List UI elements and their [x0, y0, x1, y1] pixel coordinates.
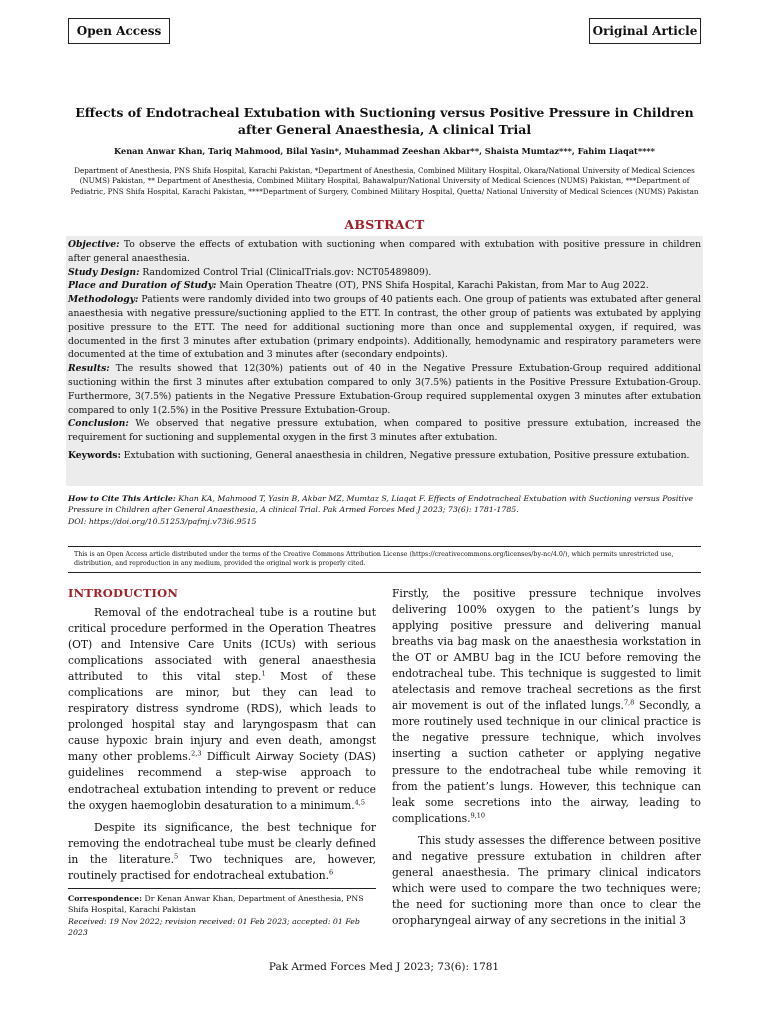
- submission-dates: Received: 19 Nov 2022; revision received: 01 Feb 2023; accepted: 01 Feb 2023: [68, 916, 360, 937]
- ref-marker[interactable]: 7,8: [623, 698, 635, 707]
- design-label: Study Design:: [68, 266, 140, 278]
- intro-paragraph-3: [392, 586, 701, 827]
- intro-p3-text-b: Secondly, a more routinely used technique in our clinical practice is the negative pressure technique, which involves inserting a suction catheter or applying negative pressure to the endotracheal tube while removing it from the patient’s lungs. However, this technique can leak some secretions into the airway, leading to complications.: [392, 699, 702, 825]
- methodology-label: Methodology:: [68, 294, 139, 306]
- intro-paragraph-1: [68, 605, 376, 814]
- license-notice: This is an Open Access article distributed under the terms of the Creative Commons Attribution License (https://creativecommons.org/licenses/by-nc/4.0/), which permits unrestricted use, distribution, and reproduction in any medium, provided the original work is properly cited.: [68, 546, 701, 573]
- abstract-results: [68, 362, 701, 417]
- intro-p2-text-b: Two techniques are, however, routinely practised for endotracheal extubation.: [68, 852, 377, 882]
- article-type-badge: Original Article: [589, 18, 701, 44]
- abstract-design: [68, 266, 701, 280]
- introduction-heading: INTRODUCTION: [68, 586, 179, 600]
- place-text: Main Operation Theatre (OT), PNS Shifa Hospital, Karachi Pakistan, from Mar to Aug 2022.: [219, 280, 649, 292]
- right-column: [392, 586, 701, 935]
- results-text: The results showed that 12(30%) patients out of 40 in the Negative Pressure Extubation-Group required additional suctioning within the first 3 minutes after extubation compared to only 3(7.5%) patients in the Positive Pressure Extubation-Group. Furthermore, 3(7.5%) patients in the Negative Pressure Extubation-Group required supplemental oxygen 3 minutes after extubation compared to only 1(2.5%) in the Positive Pressure Extubation-Group.: [68, 363, 701, 416]
- abstract-heading: ABSTRACT: [344, 217, 425, 232]
- citation-text: Khan KA, Mahmood T, Yasin B, Akbar MZ, Mumtaz S, Liaqat F. Effects of Endotracheal Extubation with Suctioning versus Positive Pressure in Children after General Anaesthesia, A clinical Trial. Pak Armed Forces Med J 2023; 73(6): 1781-1785.: [68, 494, 694, 515]
- ref-marker[interactable]: 9,10: [470, 811, 485, 820]
- intro-p1-text-a: Removal of the endotracheal tube is a routine but critical procedure performed in the Operation Theatres (OT) and Intensive Care Units (ICUs) with serious complications associated with general anaesthesia attributed to this vital step.: [68, 606, 376, 684]
- ref-marker[interactable]: 6: [328, 868, 334, 877]
- author-list: Kenan Anwar Khan, Tariq Mahmood, Bilal Yasin*, Muhammad Zeeshan Akbar**, Shaista Mumtaz***, Fahim Liaqat****: [114, 146, 655, 156]
- doi-link[interactable]: DOI: https://doi.org/10.51253/pafmj.v73i6.9515: [68, 516, 257, 526]
- correspondence-text: Dr Kenan Anwar Khan, Department of Anesthesia, PNS Shifa Hospital, Karachi Pakistan: [68, 894, 364, 915]
- intro-p1-text-b: Most of these complications are minor, but they can lead to respiratory distress syndrome (RDS), which leads to prolonged hospital stay and laryngospasm that can cause hypoxic brain injury and even death, amongst many other problems.: [68, 670, 376, 764]
- abstract-body: [68, 238, 701, 463]
- intro-paragraph-4: This study assesses the difference between positive and negative pressure extubation in children after general anaesthesia. The primary clinical indicators which were used to compare the two techniques were; the need for suctioning more than once to clear the oropharyngeal airway of any secretions in the initial 3: [392, 833, 701, 927]
- abstract-keywords: [68, 449, 701, 463]
- design-text: Randomized Control Trial (ClinicalTrials.gov: NCT05489809).: [142, 266, 432, 278]
- intro-p1-text-c: Difficult Airway Society (DAS) guidelines recommend a step-wise approach to endotracheal extubation intending to prevent or reduce the oxygen haemoglobin desaturation to a minimum.: [68, 750, 376, 812]
- citation-label: How to Cite This Article:: [68, 494, 176, 503]
- left-column: [68, 586, 376, 890]
- keywords-text: Extubation with suctioning, General anaesthesia in children, Negative pressure extubation, Positive pressure extubation.: [123, 449, 690, 461]
- open-access-badge: Open Access: [68, 18, 170, 44]
- ref-marker[interactable]: 5: [174, 852, 179, 861]
- objective-text: To observe the effects of extubation with suctioning when compared with extubation with positive pressure in children after general anaesthesia.: [68, 239, 702, 264]
- ref-marker[interactable]: 4,5: [354, 798, 365, 806]
- intro-p3-text-a: Firstly, the positive pressure technique involves delivering 100% oxygen to the patient’s lungs by applying positive pressure and delivering manual breaths via bag mask on the anaesthesia workstation in the OT or AMBU bag in the ICU before removing the endotracheal tube. This technique is suggested to limit atelectasis and remove tracheal secretions as the first air movement is out of the inflated lungs.: [392, 587, 701, 713]
- journal-footer: Pak Armed Forces Med J 2023; 73(6): 1781: [268, 961, 500, 973]
- methodology-text: Patients were randomly divided into two groups of 40 patients each. One group of patients was extubated after general anaesthesia with negative pressure/suctioning applied to the ETT. In contrast, the other group of patients was extubated by applying positive pressure to the ETT. The need for additional suctioning more than once and supplemental oxygen, if required, was documented in the first 3 minutes after extubation (primary endpoints). Additionally, hemodynamic and respiratory parameters were documented at the time of extubation and 3 minutes after (secondary endpoints).: [68, 294, 702, 361]
- keywords-label: Keywords:: [68, 449, 121, 461]
- abstract-objective: [68, 238, 701, 266]
- intro-paragraph-2: [68, 820, 376, 884]
- ref-marker[interactable]: 2,3: [191, 749, 202, 758]
- conclusion-text: We observed that negative pressure extubation, when compared to positive pressure extubation, increased the requirement for suctioning and supplemental oxygen in the first 3 minutes after extubation.: [68, 418, 701, 444]
- ref-marker[interactable]: 1: [261, 669, 266, 678]
- abstract-methodology: [68, 293, 701, 362]
- affiliations: Department of Anesthesia, PNS Shifa Hospital, Karachi Pakistan, *Department of Anesthesia, Combined Military Hospital, Okara/National University of Medical Sciences (NUMS) Pakistan, ** Department of Anesthesia, Combined Military Hospital, Bahawalpur/National University of Medical Sciences (NUMS) Pakistan, ***Department of Pediatric, PNS Shifa Hospital, Karachi Pakistan, ****Department of Surgery, Combined Military Hospital, Quetta/ National University of Medical Sciences (NUMS) Pakistan: [70, 166, 699, 196]
- intro-p2-text-a: Despite its significance, the best technique for removing the endotracheal tube must be clearly defined in the literature.: [68, 820, 376, 866]
- abstract-conclusion: [68, 417, 701, 445]
- abstract-place: [68, 279, 701, 293]
- objective-label: Objective:: [68, 239, 120, 250]
- conclusion-label: Conclusion:: [68, 418, 129, 430]
- citation-block: [68, 493, 701, 527]
- results-label: Results:: [68, 363, 110, 375]
- article-title: Effects of Endotracheal Extubation with Suctioning versus Positive Pressure in Children after General Anaesthesia, A clinical Trial: [75, 105, 694, 137]
- place-label: Place and Duration of Study:: [68, 280, 217, 292]
- correspondence-block: [68, 888, 376, 938]
- correspondence-label: Correspondence:: [68, 894, 142, 903]
